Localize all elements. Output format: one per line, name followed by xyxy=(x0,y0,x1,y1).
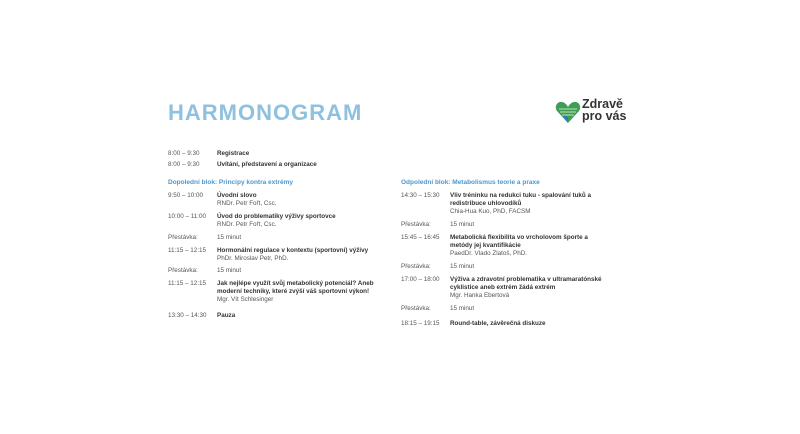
item-time: 17:00 – 18:00 xyxy=(401,276,440,283)
item-title: Úvod do problematiky výživy sportovce xyxy=(217,213,336,220)
item-title: Výživa a zdravotní problematika v ultramaratónské cyklistice aneb extrém žádá extrém xyxy=(450,276,602,291)
item-time: 11:15 – 12:15 xyxy=(168,247,207,254)
morning-heading: Dopolední blok: Principy kontra extrémy xyxy=(168,179,293,186)
item-speaker: Mgr. Hanka Ebertová xyxy=(450,292,510,299)
item-speaker: RNDr. Petr Fořt, Csc. xyxy=(217,221,277,228)
item-speaker: Mgr. Vít Schlesinger xyxy=(217,296,274,303)
logo xyxy=(555,98,635,128)
intro-label: Uvítání, představení a organizace xyxy=(217,161,317,168)
logo-line2: pro vás xyxy=(582,109,627,123)
break-duration: 15 minut xyxy=(450,263,475,270)
item-time: 13:30 – 14:30 xyxy=(168,312,207,319)
break-label: Přestávka: xyxy=(401,305,431,312)
intro-time: 8:00 – 9:30 xyxy=(168,161,200,168)
break-duration: 15 minut xyxy=(217,234,242,241)
logo-line1: Zdravě xyxy=(582,97,623,111)
item-title: Vliv tréninku na redukci tuku - spalování tuků a redistribuce uhlovodíků xyxy=(450,192,592,207)
item-speaker: PaedDr. Vlado Zlatoš, PhD. xyxy=(450,250,528,257)
intro-time: 8:00 – 9:30 xyxy=(168,150,200,157)
break-duration: 15 minut xyxy=(217,267,242,274)
break-label: Přestávka: xyxy=(401,221,431,228)
item-speaker: PhDr. Miroslav Petr, PhD. xyxy=(217,255,289,262)
item-time: 11:15 – 12:15 xyxy=(168,280,207,287)
intro-label: Registrace xyxy=(217,150,250,157)
break-label: Přestávka: xyxy=(401,263,431,270)
item-time: 14:30 – 15:30 xyxy=(401,192,440,199)
break-duration: 15 minut xyxy=(450,221,475,228)
item-title: Pauza xyxy=(217,312,236,319)
item-time: 10:00 – 11:00 xyxy=(168,213,207,220)
item-time: 9:50 – 10:00 xyxy=(168,192,204,199)
item-time: 15:45 – 16:45 xyxy=(401,234,440,241)
page-title: HARMONOGRAM xyxy=(168,100,363,125)
break-label: Přestávka: xyxy=(168,267,198,274)
item-title: Úvodní slovo xyxy=(217,192,257,199)
item-speaker: RNDr. Petr Fořt, Csc. xyxy=(217,200,277,207)
item-title: Round-table, závěrečná diskuze xyxy=(450,320,546,327)
item-title: Hormonální regulace v kontextu (sportovní) výživy xyxy=(217,247,369,254)
afternoon-heading: Odpolední blok: Metabolismus teorie a praxe xyxy=(401,179,540,186)
break-duration: 15 minut xyxy=(450,305,475,312)
heart-icon xyxy=(555,99,581,125)
item-title: Metabolická flexibilita vo vrcholovom športe a metódy jej kvantifikácie xyxy=(450,234,588,249)
item-title: Jak nejlépe využít svůj metabolický potenciál? Aneb moderní techniky, které zvýší váš sportovní výkon! xyxy=(217,280,374,295)
item-time: 18:15 – 19:15 xyxy=(401,320,440,327)
item-speaker: Chia-Hua Kuo, PhD, FACSM xyxy=(450,208,531,215)
break-label: Přestávka: xyxy=(168,234,198,241)
